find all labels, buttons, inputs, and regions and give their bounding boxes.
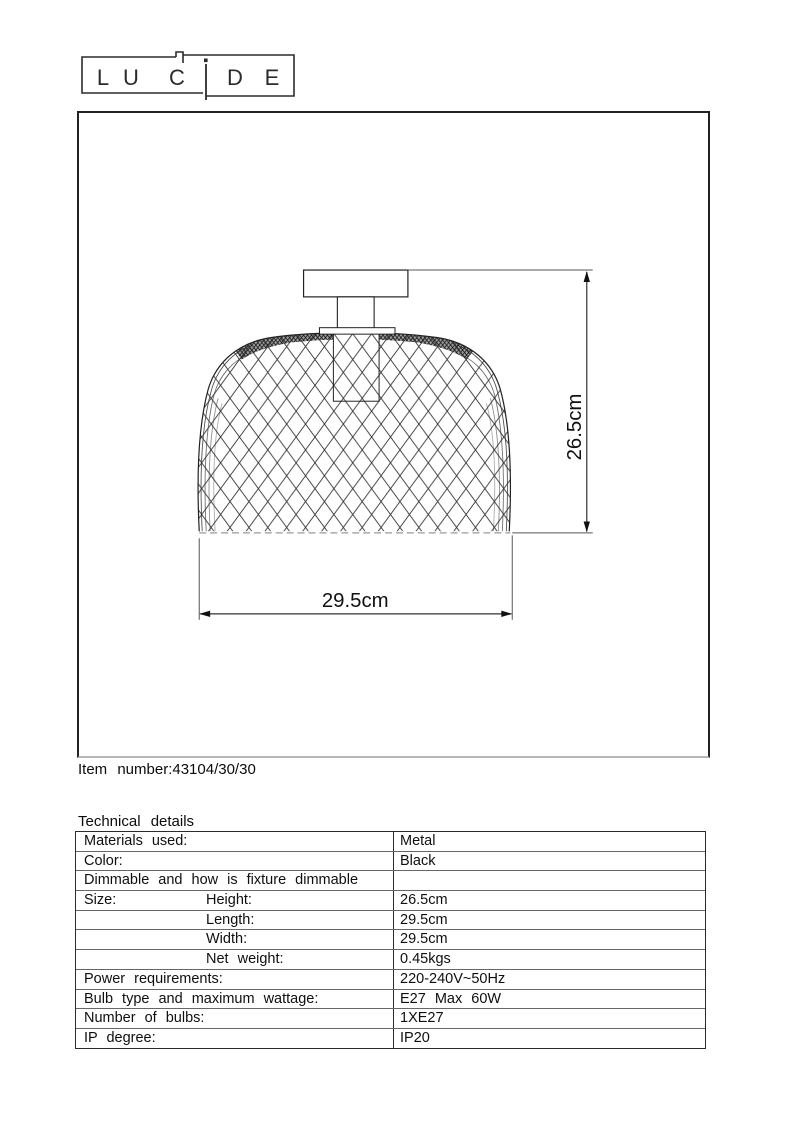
row-label: Materials used: xyxy=(84,833,188,849)
row-value: Black xyxy=(393,852,705,871)
table-row xyxy=(76,910,705,930)
row-value: E27 Max 60W xyxy=(393,990,705,1009)
row-value xyxy=(393,871,705,890)
logo-i-dot-icon xyxy=(204,59,208,63)
row-sublabel: Length: xyxy=(206,911,255,928)
row-value: Metal xyxy=(393,832,705,851)
table-row xyxy=(76,969,705,989)
row-value: IP20 xyxy=(393,1029,705,1048)
height-dimension xyxy=(564,271,590,532)
table-row xyxy=(76,890,705,910)
logo-box-outline xyxy=(82,52,294,100)
lamp-canopy xyxy=(304,270,408,297)
table-row xyxy=(76,1028,705,1048)
logo-letter: C xyxy=(169,65,185,90)
row-label: Bulb type and maximum wattage: xyxy=(84,990,319,1007)
table-row xyxy=(76,929,705,949)
table-row xyxy=(76,1008,705,1028)
logo-letter: E xyxy=(264,65,280,90)
width-dimension-label: 29.5cm xyxy=(321,589,389,612)
drawing-frame xyxy=(77,111,710,758)
row-sublabel: Net weight: xyxy=(206,951,284,968)
row-value: 29.5cm xyxy=(393,911,705,930)
table-row xyxy=(76,949,705,969)
table-row xyxy=(76,851,705,871)
logo-letter: U xyxy=(123,65,139,90)
technical-details-table xyxy=(75,831,706,1049)
row-label: Size: xyxy=(84,892,117,909)
row-label: Power requirements: xyxy=(84,970,223,987)
table-row xyxy=(76,832,705,851)
lamp-technical-drawing xyxy=(79,113,708,756)
row-value: 0.45kgs xyxy=(393,950,705,969)
width-dimension xyxy=(199,535,512,619)
logo-letter: L xyxy=(96,65,110,90)
row-label: Color: xyxy=(84,852,123,869)
table-row xyxy=(76,870,705,890)
row-label: Dimmable and how is fixture dimmable xyxy=(84,872,359,889)
technical-details-heading: Technical details xyxy=(78,813,195,830)
lamp-mesh-shade xyxy=(198,330,510,532)
row-value: 220-240V~50Hz xyxy=(393,970,705,989)
row-label: Number of bulbs: xyxy=(84,1010,205,1027)
logo-letter: D xyxy=(227,65,243,90)
row-value: 29.5cm xyxy=(393,930,705,949)
row-value: 26.5cm xyxy=(393,891,705,910)
item-number: Item number:43104/30/30 xyxy=(78,761,256,778)
lucide-logo xyxy=(70,44,300,110)
lamp-stem xyxy=(337,297,374,329)
lamp-flange xyxy=(319,328,395,334)
row-label: IP degree: xyxy=(84,1029,156,1046)
row-value: 1XE27 xyxy=(393,1009,705,1028)
table-row xyxy=(76,989,705,1009)
row-sublabel: Width: xyxy=(206,931,248,948)
height-dimension-label: 26.5cm xyxy=(563,393,586,461)
row-sublabel: Height: xyxy=(206,892,252,909)
